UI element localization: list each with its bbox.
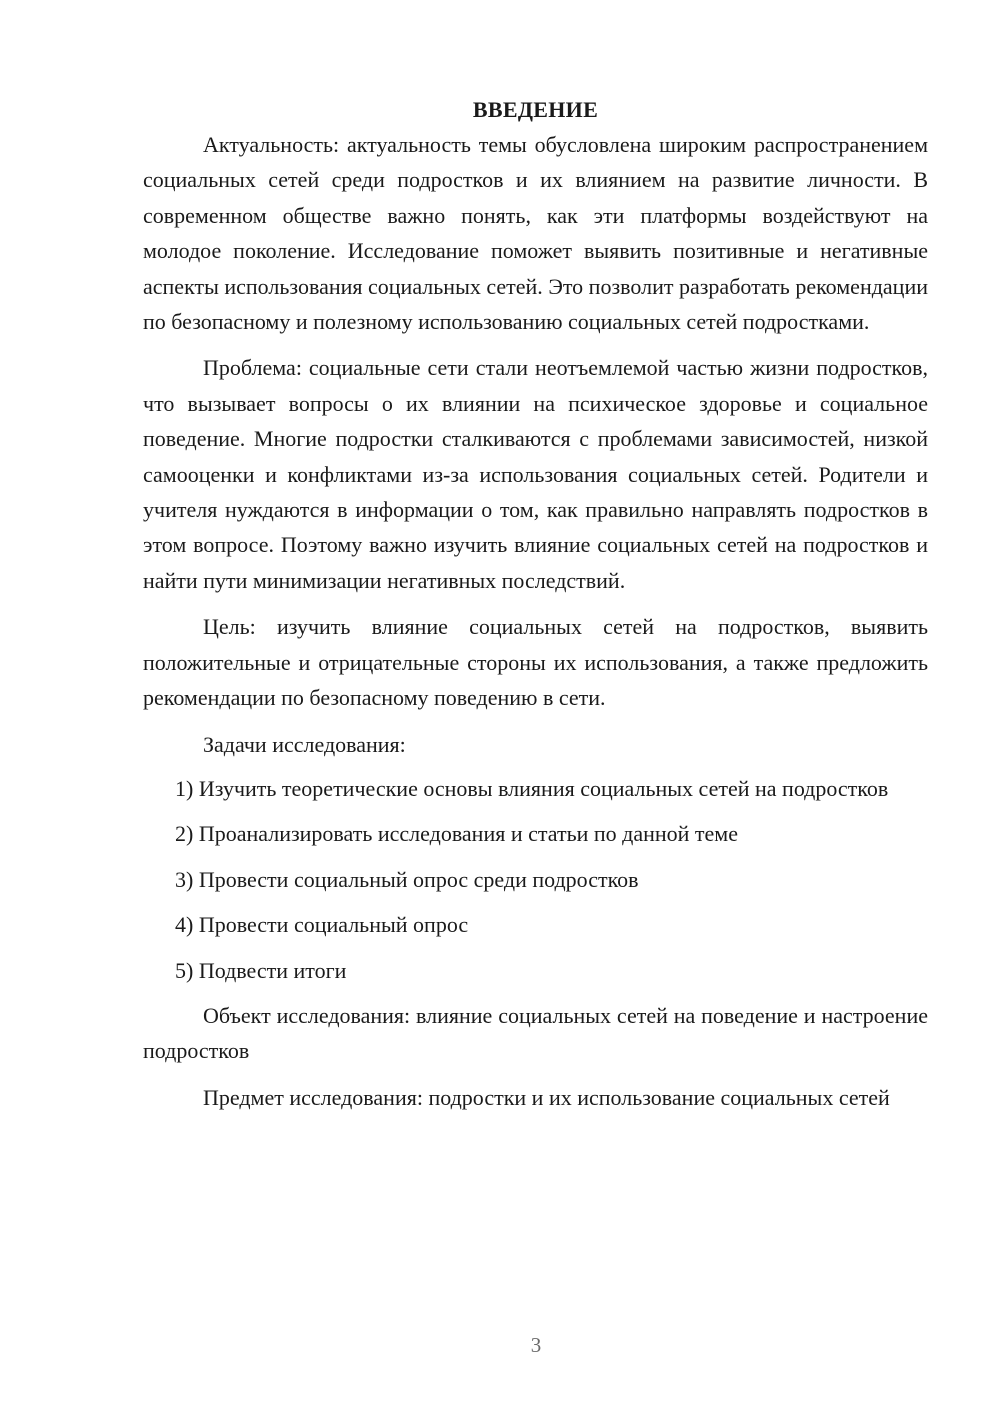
page-title: ВВЕДЕНИЕ xyxy=(472,97,599,122)
object-paragraph: Объект исследования: влияние социальных сетей на поведение и настроение подростков xyxy=(143,1002,928,1064)
tasks-title: Задачи исследования: xyxy=(203,731,406,757)
subject-paragraph: Предмет исследования: подростки и их использование социальных сетей xyxy=(203,1084,890,1110)
document-page xyxy=(143,92,928,1115)
task-item: 4) Провести социальный опрос xyxy=(175,912,469,938)
goal-paragraph: Цель: изучить влияние социальных сетей на подростков, выявить положительные и отрицательные стороны их использования, а также предложить рекомендации по безопасному поведению в сети. xyxy=(143,614,928,711)
page-number: 3 xyxy=(530,1333,542,1357)
problem-paragraph: Проблема: социальные сети стали неотъемлемой частью жизни подростков, что вызывает вопросы о их влиянии на психическое здоровье и социальное поведение. Многие подростки сталкиваются с проблемами зависимостей, низкой самооценки и конфликтами из-за использования социальных сетей. Родители и учителя нуждаются в информации о том, как правильно направлять подростков в этом вопросе. Поэтому важно изучить влияние социальных сетей на подростков и найти пути минимизации негативных последствий. xyxy=(143,355,928,593)
relevance-paragraph: Актуальность: актуальность темы обусловлена широким распространением социальных сетей среди подростков и их влиянием на развитие личности. В современном обществе важно понять, как эти платформы воздействуют на молодое поколение. Исследование поможет выявить позитивные и негативные аспекты использования социальных сетей. Это позволит разработать рекомендации по безопасному и полезному использованию социальных сетей подростками. xyxy=(143,132,928,335)
task-item: 3) Провести социальный опрос среди подростков xyxy=(175,866,639,892)
task-item: 1) Изучить теоретические основы влияния социальных сетей на подростков xyxy=(175,775,889,801)
tasks-list xyxy=(143,771,928,988)
task-item: 5) Подвести итоги xyxy=(175,957,347,983)
task-item: 2) Проанализировать исследования и статьи по данной теме xyxy=(175,821,738,847)
